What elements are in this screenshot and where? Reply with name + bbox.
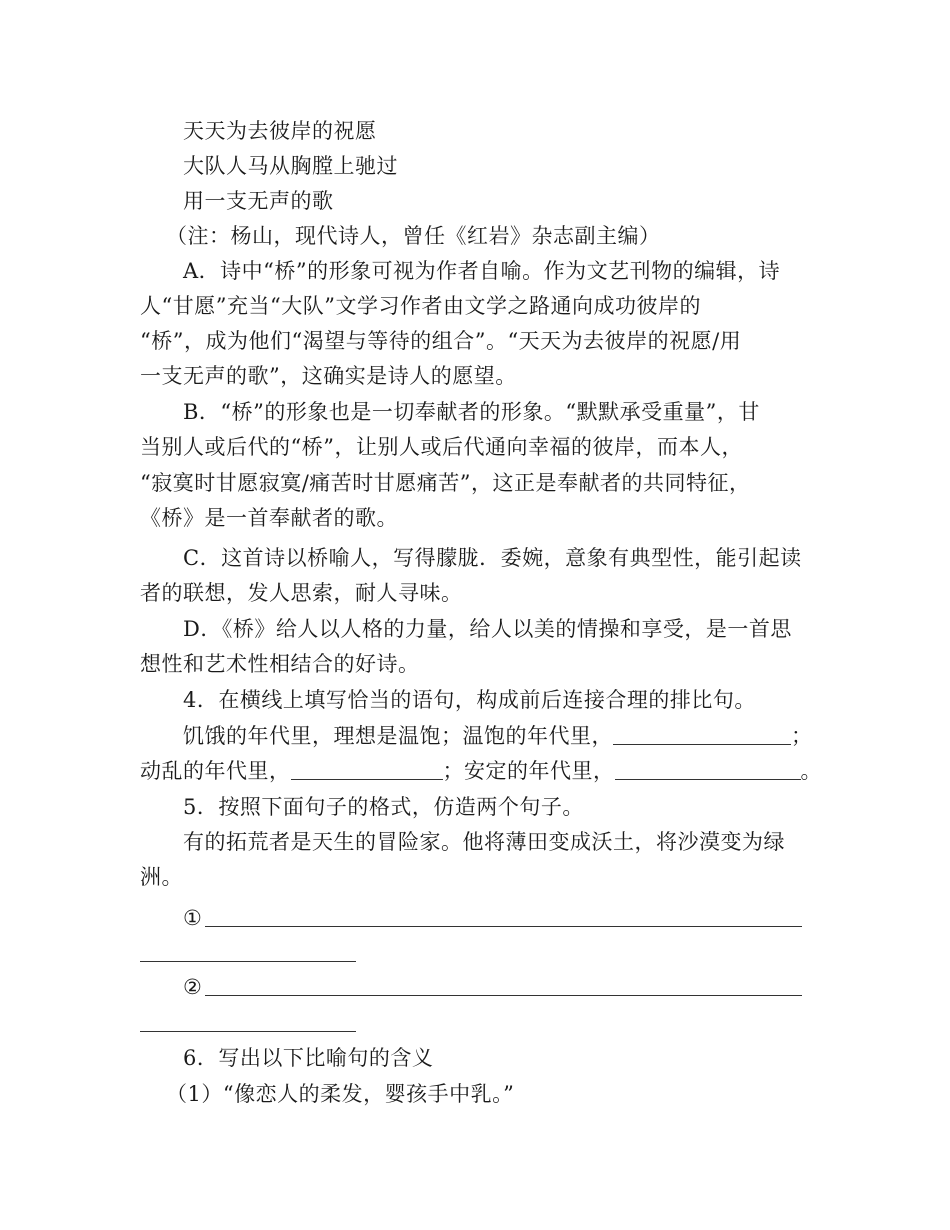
question-6-item: （1）“像恋人的柔发，婴孩手中乳。” bbox=[166, 1082, 515, 1106]
question-5-example: 有的拓荒者是天生的冒险家。他将薄田变成沃土，将沙漠变为绿 bbox=[183, 830, 785, 854]
question-6-stem: 6．写出以下比喻句的含义 bbox=[183, 1046, 434, 1070]
answer-mark-2: ② bbox=[183, 975, 203, 999]
poem-line: 大队人马从胸膛上驰过 bbox=[183, 154, 398, 178]
question-4-line2 bbox=[140, 756, 822, 786]
q4-part1: 饥饿的年代里，理想是温饱；温饱的年代里， bbox=[183, 724, 613, 748]
poem-line: 用一支无声的歌 bbox=[183, 189, 334, 213]
option-d-line: 想性和艺术性相结合的好诗。 bbox=[140, 652, 420, 676]
option-b-line: 当别人或后代的“桥”，让别人或后代通向幸福的彼岸，而本人， bbox=[140, 435, 743, 459]
option-b-line: B．“桥”的形象也是一切奉献者的形象。“默默承受重量”，甘 bbox=[183, 400, 760, 424]
question-5-example: 洲。 bbox=[140, 865, 183, 889]
q4-part2: 动乱的年代里， bbox=[140, 759, 291, 783]
option-b-line: 《桥》是一首奉献者的歌。 bbox=[140, 506, 398, 530]
answer-line-1[interactable] bbox=[205, 926, 802, 927]
option-c-line: C．这首诗以桥喻人，写得朦胧．委婉，意象有典型性，能引起读 bbox=[183, 546, 802, 570]
poem-note: （注：杨山，现代诗人，曾任《红岩》杂志副主编） bbox=[166, 224, 661, 248]
question-5-stem: 5．按照下面句子的格式，仿造两个句子。 bbox=[183, 795, 584, 819]
answer-line-2-cont[interactable] bbox=[140, 1031, 356, 1032]
option-a-line: A．诗中“桥”的形象可视为作者自喻。作为文艺刊物的编辑，诗 bbox=[183, 259, 781, 283]
q4-sep1: ； bbox=[791, 724, 813, 748]
poem-line: 天天为去彼岸的祝愿 bbox=[183, 119, 377, 143]
option-a-line: “桥”，成为他们“渴望与等待的组合”。“天天为去彼岸的祝愿/用 bbox=[140, 329, 742, 353]
q4-blank-3[interactable] bbox=[615, 759, 801, 780]
answer-mark-1: ① bbox=[183, 906, 203, 930]
option-d-line: D．《桥》给人以人格的力量，给人以美的情操和享受，是一首思 bbox=[183, 617, 792, 641]
option-a-line: 一支无声的歌”，这确实是诗人的愿望。 bbox=[140, 364, 517, 388]
option-b-line: “寂寞时甘愿寂寞/痛苦时甘愿痛苦”，这正是奉献者的共同特征， bbox=[140, 471, 751, 495]
answer-line-1-cont[interactable] bbox=[140, 961, 356, 962]
q4-blank-1[interactable] bbox=[613, 724, 791, 745]
option-c-line: 者的联想，发人思索，耐人寻味。 bbox=[140, 581, 463, 605]
q4-sep2: ；安定的年代里， bbox=[442, 759, 615, 783]
question-4-stem: 4．在横线上填写恰当的语句，构成前后连接合理的排比句。 bbox=[183, 688, 756, 712]
option-a-line: 人“甘愿”充当“大队”文学习作者由文学之路通向成功彼岸的 bbox=[140, 294, 701, 318]
q4-end: 。 bbox=[800, 759, 822, 783]
question-4-line1 bbox=[183, 721, 813, 751]
q4-blank-2[interactable] bbox=[291, 759, 443, 780]
answer-line-2[interactable] bbox=[205, 995, 802, 996]
